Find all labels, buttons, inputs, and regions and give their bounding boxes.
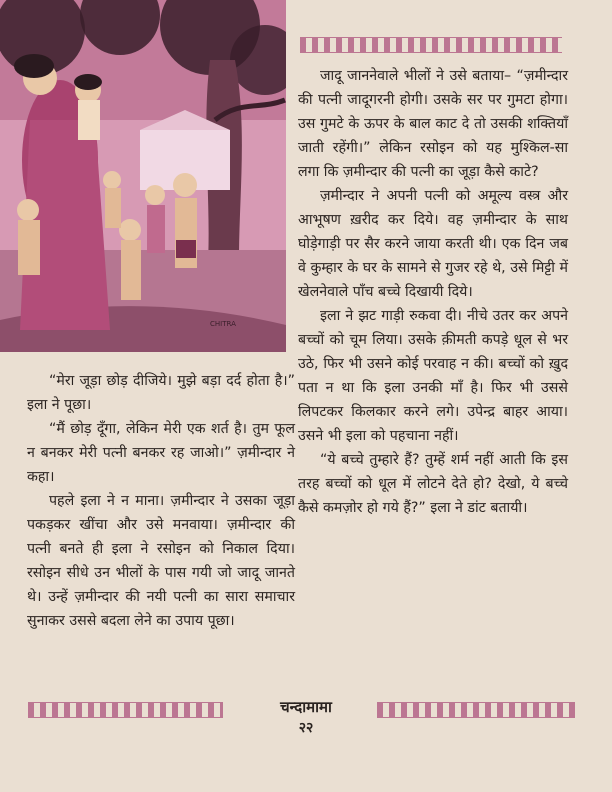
story-illustration xyxy=(0,0,286,352)
artist-signature: CHITRA xyxy=(210,320,236,328)
story-paragraph: इला ने झट गाड़ी रुकवा दी। नीचे उतर कर अपने बच्चों को चूम लिया। उसके क़ीमती कपड़े धूल से भर उठे, फिर भी उसने कोई परवाह न की। बच्चों को ख़ुद पता न था कि इला उनकी माँ है। फिर भी उससे लिपटकर किलकार करने लगे। उपेन्द्र बाहर आया। उसने भी इला को पहचाना नहीं। xyxy=(298,308,568,444)
story-paragraph: “मैं छोड़ दूँगा, लेकिन मेरी एक शर्त है। तुम फूल न बनकर मेरी पत्नी बनकर रह जाओ।” ज़मीन्दार ने कहा। xyxy=(27,421,295,485)
story-paragraph: पहले इला ने न माना। ज़मीन्दार ने उसका जूड़ा पकड़कर खींचा और उसे मनवाया। ज़मीन्दार की पत्नी बनते ही इला ने रसोइन को निकाल दिया। रसोइन सीधे उन भीलों के पास गयी जो जादू जानते थे। उन्हें ज़मीन्दार की नयी पत्नी का सारा समाचार सुनाकर उससे बदला लेने का उपाय पूछा। xyxy=(27,493,295,629)
story-paragraph: “मेरा जूड़ा छोड़ दीजिये। मुझे बड़ा दर्द होता है।” इला ने पूछा। xyxy=(27,373,295,413)
page-number: २२ xyxy=(298,720,314,736)
story-paragraph: ज़मीन्दार ने अपनी पत्नी को अमूल्य वस्त्र और आभूषण ख़रीद कर दिये। वह ज़मीन्दार के साथ घोड़ेगाड़ी पर सैर करने जाया करती थी। एक दिन जब वे कुम्हार के घर के सामने से गुजर रहे थे, उसे मिट्टी में खेलनेवाले पाँच बच्चे दिखायी दिये। xyxy=(298,188,568,300)
illustration-image xyxy=(0,0,286,352)
magazine-title: चन्दामामा xyxy=(280,698,332,716)
decorative-border-bottom-left xyxy=(28,702,223,718)
right-text-column xyxy=(298,64,568,520)
decorative-border-top xyxy=(300,37,562,53)
story-paragraph: जादू जाननेवाले भीलों ने उसे बताया– “ज़मीन्दार की पत्नी जादूगरनी होगी। उसके सर पर गुमटा होगा। उस गुमटे के ऊपर के बाल काट दे तो उसकी शक्तियाँ जाती रहेंगी।” लेकिन रसोइन को यह मुश्किल-सा लगा कि ज़मीन्दार की पत्नी का जूड़ा कैसे काटे? xyxy=(298,68,568,180)
left-text-column xyxy=(27,369,295,633)
decorative-border-bottom-right xyxy=(377,702,575,718)
story-paragraph: “ये बच्चे तुम्हारे हैं? तुम्हें शर्म नहीं आती कि इस तरह बच्चों को धूल में लोटने देते हो? देखो, ये बच्चे कैसे कमज़ोर हो गये हैं?” इला ने डांट बतायी। xyxy=(298,452,568,516)
